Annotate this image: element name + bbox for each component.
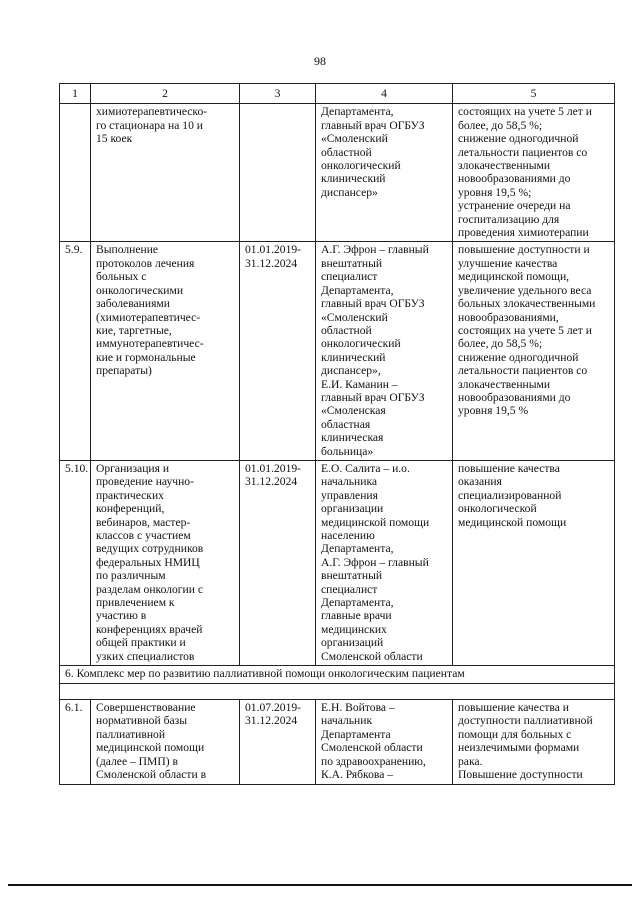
row-period: 01.07.2019- 31.12.2024 (240, 700, 316, 784)
row-result: состоящих на учете 5 лет и более, до 58,5 %; снижение одногодичной летальности пациентов со злокачественными новообразованиями до уровня 19,5 %; устранение очереди на госпитализацию для проведения химиотерапии (453, 104, 615, 242)
row-action: Выполнение протоколов лечения больных с онкологическими заболеваниями (химиотерапевтичес- кие, таргетные, иммунотерапевтичес- кие и гормональные препараты) (91, 242, 240, 461)
page-bottom-rule (8, 884, 632, 886)
row-responsible: А.Г. Эфрон – главный внештатный специалист Департамента, главный врач ОГБУЗ «Смоленский областной онкологический клинический диспансер», Е.И. Каманин – главный врач ОГБУЗ «Смоленская областная клиническая больница» (316, 242, 453, 461)
row-action: Организация и проведение научно- практических конференций, вебинаров, мастер- классов с участием ведущих сотрудников федеральных НМИЦ по различным разделам онкологии с привлечением к участию в конференциях врачей общей практики и узких специалистов (91, 460, 240, 665)
activity-plan-table (59, 83, 615, 785)
row-responsible: Е.Н. Войтова – начальник Департамента Смоленской области по здравоохранению, К.А. Рябкова – (316, 700, 453, 784)
section-title: 6. Комплекс мер по развитию паллиативной помощи онкологическим пациентам (60, 666, 615, 684)
column-header-5: 5 (453, 84, 615, 104)
row-action: Совершенствование нормативной базы паллиативной медицинской помощи (далее – ПМП) в Смоленской области в (91, 700, 240, 784)
section-heading-row (60, 666, 615, 684)
row-number: 5.9. (60, 242, 91, 461)
column-header-3: 3 (240, 84, 316, 104)
row-number (60, 104, 91, 242)
row-action: химиотерапевтическо- го стационара на 10 и 15 коек (91, 104, 240, 242)
row-period: 01.01.2019- 31.12.2024 (240, 460, 316, 665)
row-number: 6.1. (60, 700, 91, 784)
row-responsible: Е.О. Салита – и.о. начальника управления организации медицинской помощи населению Департамента, А.Г. Эфрон – главный внештатный специалист Департамента, главные врачи медицинских организаций Смоленской области (316, 460, 453, 665)
row-result: повышение качества и доступности паллиативной помощи для больных с неизлечимыми формами рака. Повышение доступности (453, 700, 615, 784)
row-period: 01.01.2019- 31.12.2024 (240, 242, 316, 461)
column-header-1: 1 (60, 84, 91, 104)
column-number-row (60, 84, 615, 104)
row-number: 5.10. (60, 460, 91, 665)
row-result: повышение качества оказания специализированной онкологической медицинской помощи (453, 460, 615, 665)
row-period (240, 104, 316, 242)
section-gap-cell (60, 684, 615, 700)
page-number: 98 (314, 54, 326, 68)
table-row-5-10 (60, 460, 615, 665)
row-responsible: Департамента, главный врач ОГБУЗ «Смоленский областной онкологический клинический диспансер» (316, 104, 453, 242)
table-row-5-9 (60, 242, 615, 461)
row-result: повышение доступности и улучшение качества медицинской помощи, увеличение удельного веса больных злокачественными новообразованиями, состоящих на учете 5 лет и более, до 58,5 %; снижение одногодичной летальности пациентов со злокачественными новообразованиями до уровня 19,5 % (453, 242, 615, 461)
section-gap (60, 684, 615, 700)
table-row-continuation (60, 104, 615, 242)
column-header-4: 4 (316, 84, 453, 104)
column-header-2: 2 (91, 84, 240, 104)
table-row-6-1 (60, 700, 615, 784)
